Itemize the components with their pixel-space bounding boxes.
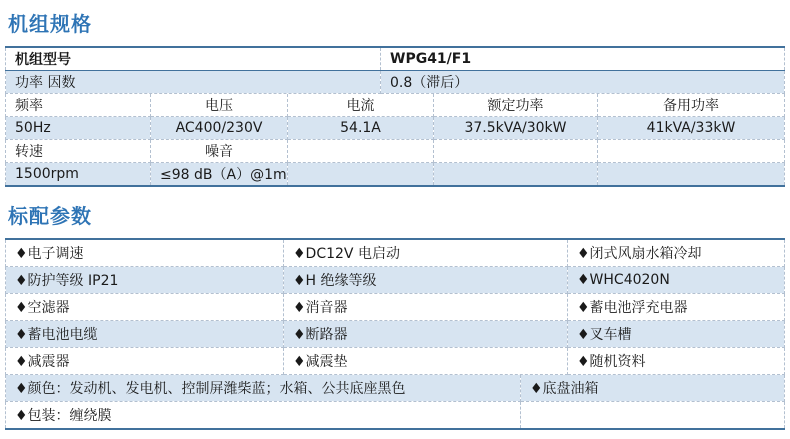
table-row (6, 47, 785, 71)
speed-value: 1500rpm (6, 163, 151, 187)
feature-cell: ♦H 绝缘等级 (284, 267, 568, 294)
section-title-unit-specs: 机组规格 (8, 12, 92, 36)
standard-config-table (5, 238, 785, 375)
table-row (6, 71, 785, 94)
unit-model-label: 机组型号 (6, 47, 381, 71)
empty-cell (434, 163, 598, 187)
table-row (6, 321, 785, 348)
packaging-spec-cell: ♦包装：缠绕膜 (6, 402, 521, 430)
standby-power-header: 备用功率 (598, 94, 785, 117)
feature-cell: ♦蓄电池电缆 (6, 321, 284, 348)
feature-cell: ♦减震器 (6, 348, 284, 375)
power-factor-label: 功率 因数 (6, 71, 381, 94)
unit-info-table (5, 46, 785, 94)
feature-cell: ♦蓄电池浮充电器 (568, 294, 785, 321)
empty-cell (598, 140, 785, 163)
table-row (6, 267, 785, 294)
current-header: 电流 (288, 94, 434, 117)
feature-cell: ♦底盘油箱 (521, 375, 785, 402)
section-title-standard-config: 标配参数 (8, 204, 92, 228)
feature-cell: ♦空滤器 (6, 294, 284, 321)
table-row (6, 375, 785, 402)
feature-cell: ♦电子调速 (6, 239, 284, 267)
current-value: 54.1A (288, 117, 434, 140)
noise-value: ≤98 dB（A）@1m (151, 163, 288, 187)
noise-header: 噪音 (151, 140, 288, 163)
table-row (6, 117, 785, 140)
empty-cell (598, 163, 785, 187)
feature-cell: ♦WHC4020N (568, 267, 785, 294)
standby-power-value: 41kVA/33kW (598, 117, 785, 140)
empty-cell (434, 140, 598, 163)
feature-cell: ♦随机资料 (568, 348, 785, 375)
table-row (6, 140, 785, 163)
voltage-header: 电压 (151, 94, 288, 117)
unit-spec-table (5, 94, 785, 187)
speed-header: 转速 (6, 140, 151, 163)
feature-cell: ♦减震垫 (284, 348, 568, 375)
table-row (6, 94, 785, 117)
empty-cell (521, 402, 785, 430)
voltage-value: AC400/230V (151, 117, 288, 140)
color-spec-cell: ♦颜色：发动机、发电机、控制屏潍柴蓝；水箱、公共底座黑色 (6, 375, 521, 402)
table-row (6, 239, 785, 267)
feature-cell: ♦消音器 (284, 294, 568, 321)
feature-cell: ♦断路器 (284, 321, 568, 348)
table-row (6, 163, 785, 187)
frequency-header: 频率 (6, 94, 151, 117)
feature-cell: ♦DC12V 电启动 (284, 239, 568, 267)
table-row (6, 402, 785, 430)
empty-cell (288, 163, 434, 187)
rated-power-value: 37.5kVA/30kW (434, 117, 598, 140)
feature-cell: ♦叉车槽 (568, 321, 785, 348)
unit-model-value: WPG41/F1 (381, 47, 785, 71)
table-row (6, 294, 785, 321)
frequency-value: 50Hz (6, 117, 151, 140)
feature-cell: ♦闭式风扇水箱冷却 (568, 239, 785, 267)
feature-cell: ♦防护等级 IP21 (6, 267, 284, 294)
table-row (6, 348, 785, 375)
rated-power-header: 额定功率 (434, 94, 598, 117)
standard-config-table-wide (5, 375, 785, 430)
empty-cell (288, 140, 434, 163)
power-factor-value: 0.8（滞后） (381, 71, 785, 94)
